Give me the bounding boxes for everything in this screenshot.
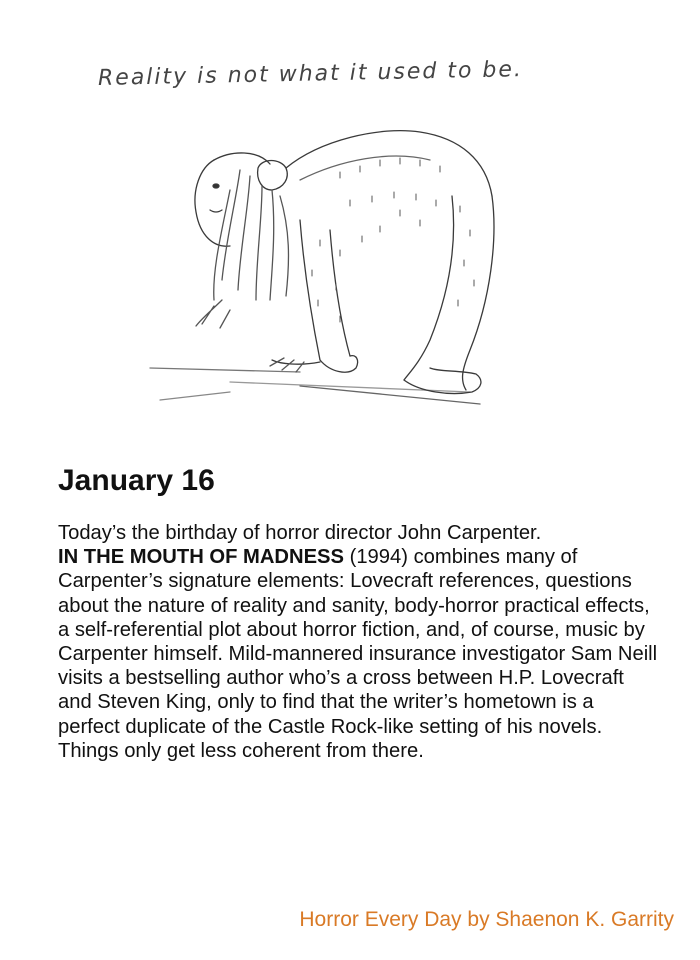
illustration-caption: Reality is not what it used to be. (97, 57, 524, 91)
sketch-illustration (0, 0, 700, 440)
film-title: IN THE MOUTH OF MADNESS (58, 546, 344, 569)
entry-date-heading: January 16 (58, 464, 215, 497)
entry-body (58, 521, 658, 763)
entry-intro: Today’s the birthday of horror director John Carpenter. (58, 522, 542, 544)
entry-body-text: (1994) combines many of Carpenter’s signature elements: Lovecraft references, questions about the nature of reality and sanity, body-horror practical effects, a self-referential plot about horror fiction, and, of course, music by Carpenter himself. Mild-mannered insurance investigator Sam Neill visits a bestselling author who’s a cross between H.P. Lovecraft and Steven King, only to find that the writer’s hometown is a perfect duplicate of the Castle Rock-like setting of his novels. Things only get less coherent from there. (58, 546, 658, 762)
credit-line: Horror Every Day by Shaenon K. Garrity (299, 908, 674, 931)
